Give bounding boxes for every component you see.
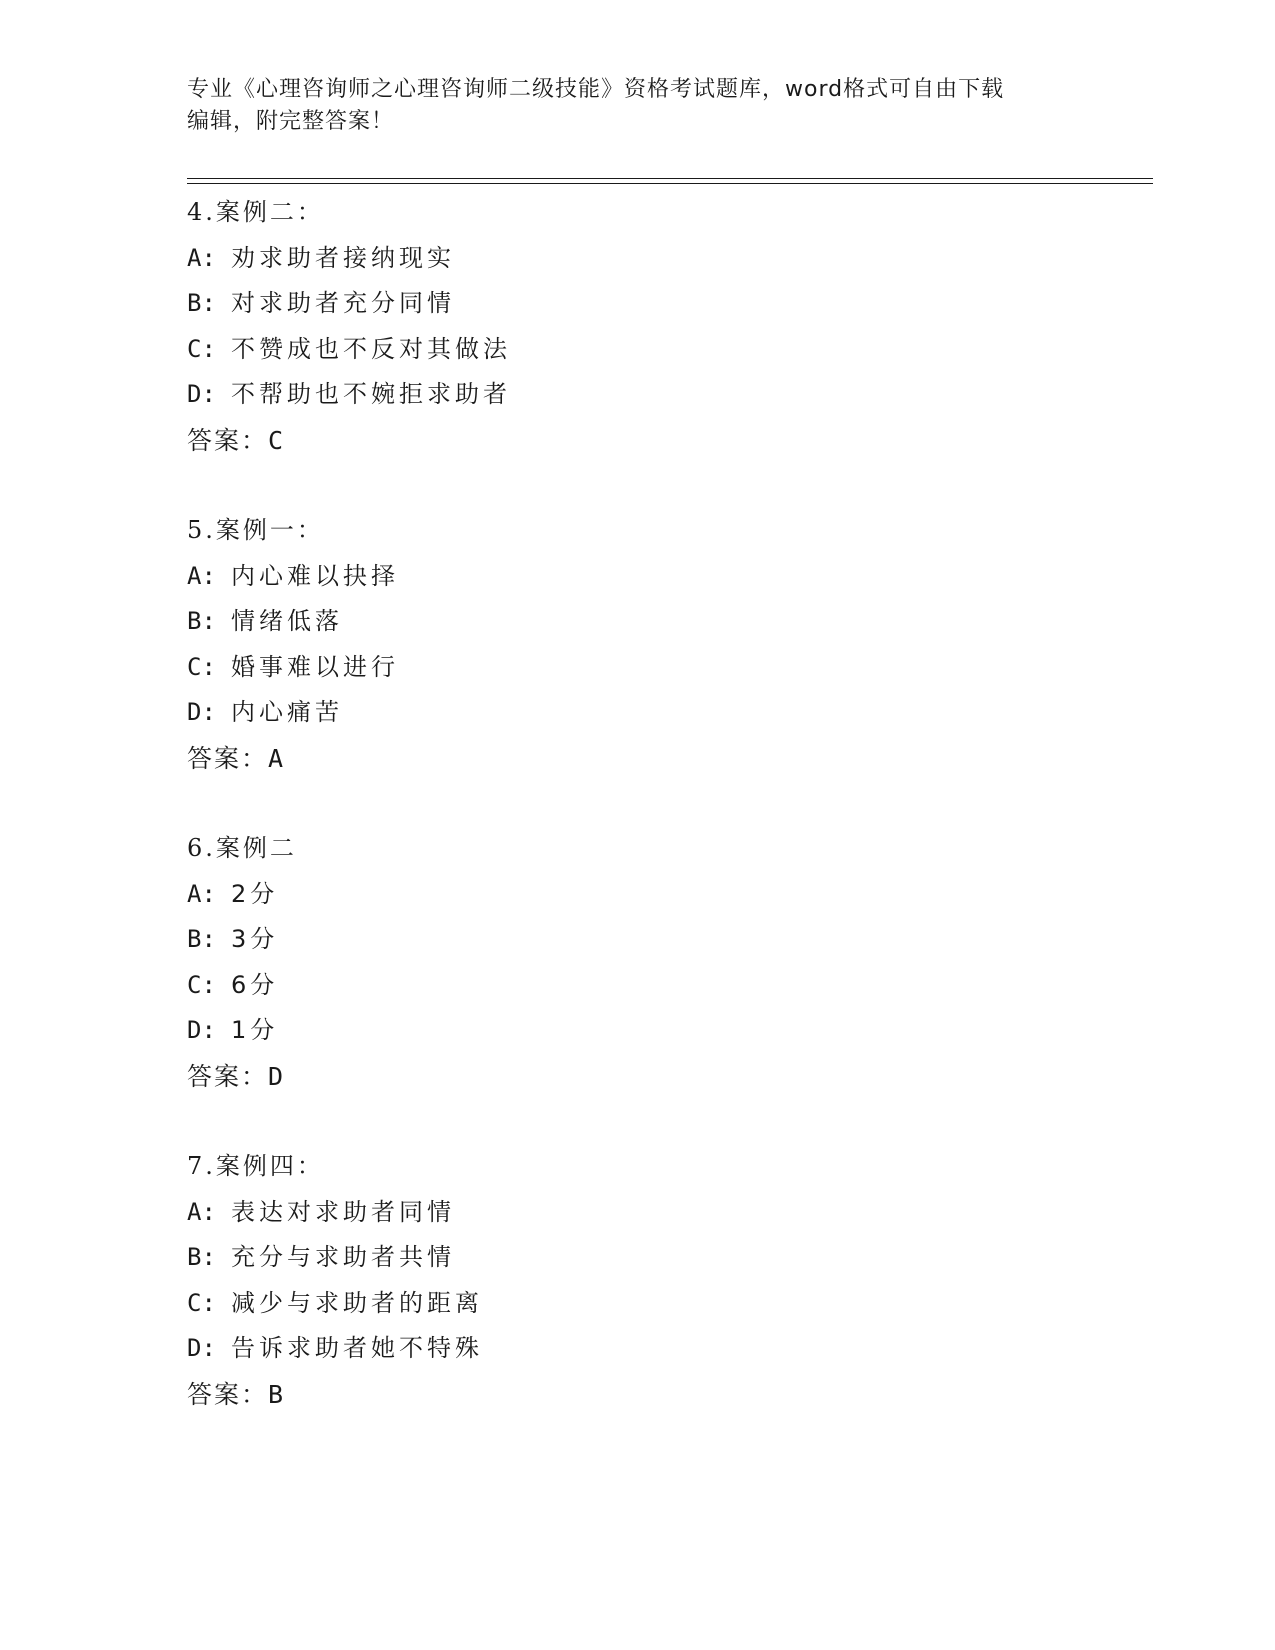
option-text: 3分 (231, 925, 279, 953)
option-letter: A: (187, 243, 216, 272)
question-5 (187, 508, 1087, 826)
option-letter: C: (187, 334, 216, 363)
option-letter: B: (187, 289, 216, 317)
option-letter: D: (187, 698, 216, 726)
option-d (187, 372, 1087, 418)
option-b (187, 1235, 1087, 1281)
option-b (187, 281, 1087, 327)
option-letter: A: (187, 1197, 216, 1226)
answer-label: 答案： (187, 743, 269, 773)
option-text: 1分 (231, 1016, 279, 1044)
question-stem: 7.案例四： (187, 1152, 324, 1180)
option-b (187, 599, 1087, 645)
option-a (187, 1190, 1087, 1236)
option-a (187, 554, 1087, 600)
option-letter: D: (187, 380, 216, 408)
option-text: 2分 (231, 879, 279, 908)
option-text: 内心痛苦 (231, 698, 343, 726)
option-c (187, 645, 1087, 691)
option-text: 不帮助也不婉拒求助者 (231, 380, 511, 408)
option-text: 告诉求助者她不特殊 (231, 1334, 483, 1362)
header-divider-top (187, 178, 1153, 179)
option-text: 减少与求助者的距离 (231, 1288, 483, 1317)
answer-value: A (268, 743, 284, 773)
option-text: 表达对求助者同情 (231, 1197, 455, 1226)
option-letter: A: (187, 879, 216, 908)
option-text: 内心难以抉择 (231, 561, 399, 590)
option-text: 不赞成也不反对其做法 (231, 334, 511, 363)
option-text: 6分 (231, 970, 279, 999)
option-text: 充分与求助者共情 (231, 1243, 455, 1271)
option-letter: C: (187, 1288, 216, 1317)
option-a (187, 872, 1087, 918)
question-stem: 6.案例二 (187, 834, 297, 862)
question-6 (187, 826, 1087, 1144)
answer-line (187, 418, 1087, 464)
question-list (187, 190, 1087, 1462)
option-a (187, 236, 1087, 282)
option-letter: B: (187, 607, 216, 635)
header-line-2: 编辑，附完整答案！ (187, 109, 395, 134)
question-stem: 5.案例一： (187, 516, 324, 544)
header-line-1: 专业《心理咨询师之心理咨询师二级技能》资格考试题库，word格式可自由下载 (187, 77, 1005, 102)
option-letter: A: (187, 561, 216, 590)
option-c (187, 1281, 1087, 1327)
answer-label: 答案： (187, 1379, 269, 1409)
answer-line (187, 736, 1087, 782)
option-d (187, 1326, 1087, 1372)
question-stem: 4.案例二： (187, 198, 324, 226)
answer-value: B (268, 1379, 284, 1409)
document-header (187, 74, 1067, 138)
answer-line (187, 1054, 1087, 1100)
option-c (187, 963, 1087, 1009)
option-letter: B: (187, 925, 216, 953)
answer-value: C (268, 425, 284, 455)
option-text: 情绪低落 (231, 607, 343, 635)
option-d (187, 1008, 1087, 1054)
option-c (187, 327, 1087, 373)
question-7 (187, 1144, 1087, 1462)
option-letter: D: (187, 1334, 216, 1362)
answer-value: D (268, 1061, 284, 1091)
header-divider-bottom (187, 183, 1153, 184)
option-letter: C: (187, 652, 216, 681)
answer-label: 答案： (187, 425, 269, 455)
option-d (187, 690, 1087, 736)
answer-label: 答案： (187, 1061, 269, 1091)
option-text: 劝求助者接纳现实 (231, 243, 455, 272)
question-4 (187, 190, 1087, 508)
option-text: 对求助者充分同情 (231, 289, 455, 317)
option-text: 婚事难以进行 (231, 652, 399, 681)
option-b (187, 917, 1087, 963)
option-letter: B: (187, 1243, 216, 1271)
option-letter: D: (187, 1016, 216, 1044)
option-letter: C: (187, 970, 216, 999)
answer-line (187, 1372, 1087, 1418)
